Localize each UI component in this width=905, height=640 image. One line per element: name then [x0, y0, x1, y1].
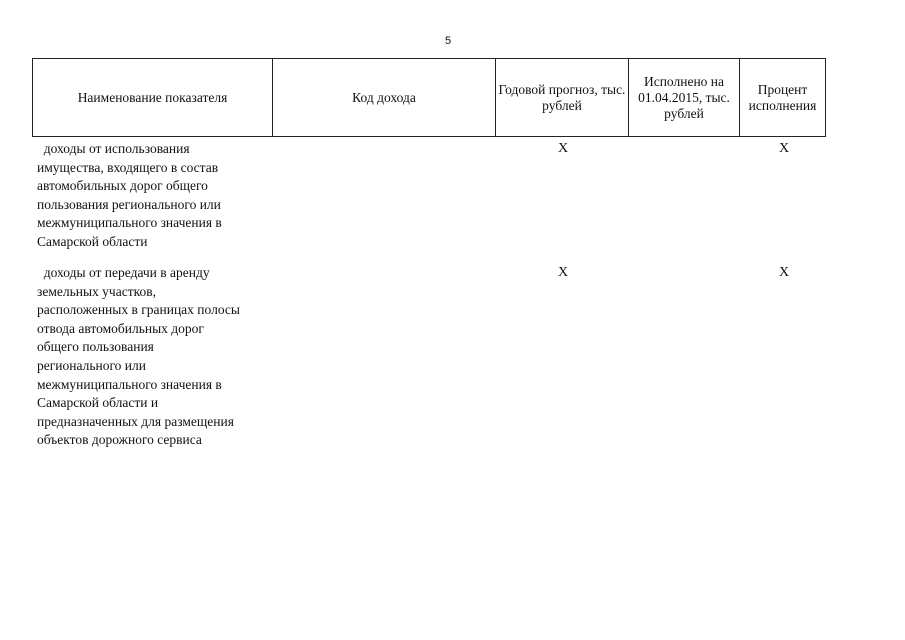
header-indicator-name: Наименование показателя [33, 59, 273, 137]
row-1-name-line: имущества, входящего в состав [37, 159, 219, 175]
row-1-percent-mark: Х [778, 141, 790, 156]
row-2-name-line: регионального или [37, 357, 146, 373]
header-annual-forecast: Годовой прогноз, тыс. рублей [496, 59, 629, 137]
row-2-name [37, 264, 277, 450]
row-2-name-line: доходы от передачи в аренду [37, 265, 210, 280]
row-2-name-line: расположенных в границах полосы [37, 302, 240, 318]
row-2-percent-mark: Х [778, 265, 790, 280]
row-1-name-line: межмуниципального значения в [37, 215, 222, 231]
row-2-name-line: предназначенных для размещения [37, 413, 234, 429]
row-1-name-line: автомобильных дорог общего [37, 178, 208, 194]
row-2-forecast-mark: Х [557, 265, 569, 280]
row-2-name-line: отвода автомобильных дорог [37, 320, 204, 336]
table-header-row [33, 59, 826, 137]
header-execution-percent: Процент исполнения [740, 59, 826, 137]
page-number: 5 [444, 35, 452, 47]
row-2-name-line: земельных участков, [37, 283, 156, 299]
header-executed: Исполнено на 01.04.2015, тыс. рублей [629, 59, 740, 137]
row-2-name-line: объектов дорожного сервиса [37, 432, 202, 448]
row-2-name-line: Самарской области и [37, 395, 159, 411]
row-1-name-line: Самарской области [37, 233, 148, 249]
row-1-name [37, 140, 277, 252]
header-income-code: Код дохода [273, 59, 496, 137]
row-1-name-line: доходы от использования [37, 141, 190, 156]
row-1-forecast-mark: Х [557, 141, 569, 156]
row-1-name-line: пользования регионального или [37, 196, 221, 212]
row-2-name-line: межмуниципального значения в [37, 376, 222, 392]
row-2-name-line: общего пользования [37, 339, 154, 355]
report-table [32, 58, 826, 137]
